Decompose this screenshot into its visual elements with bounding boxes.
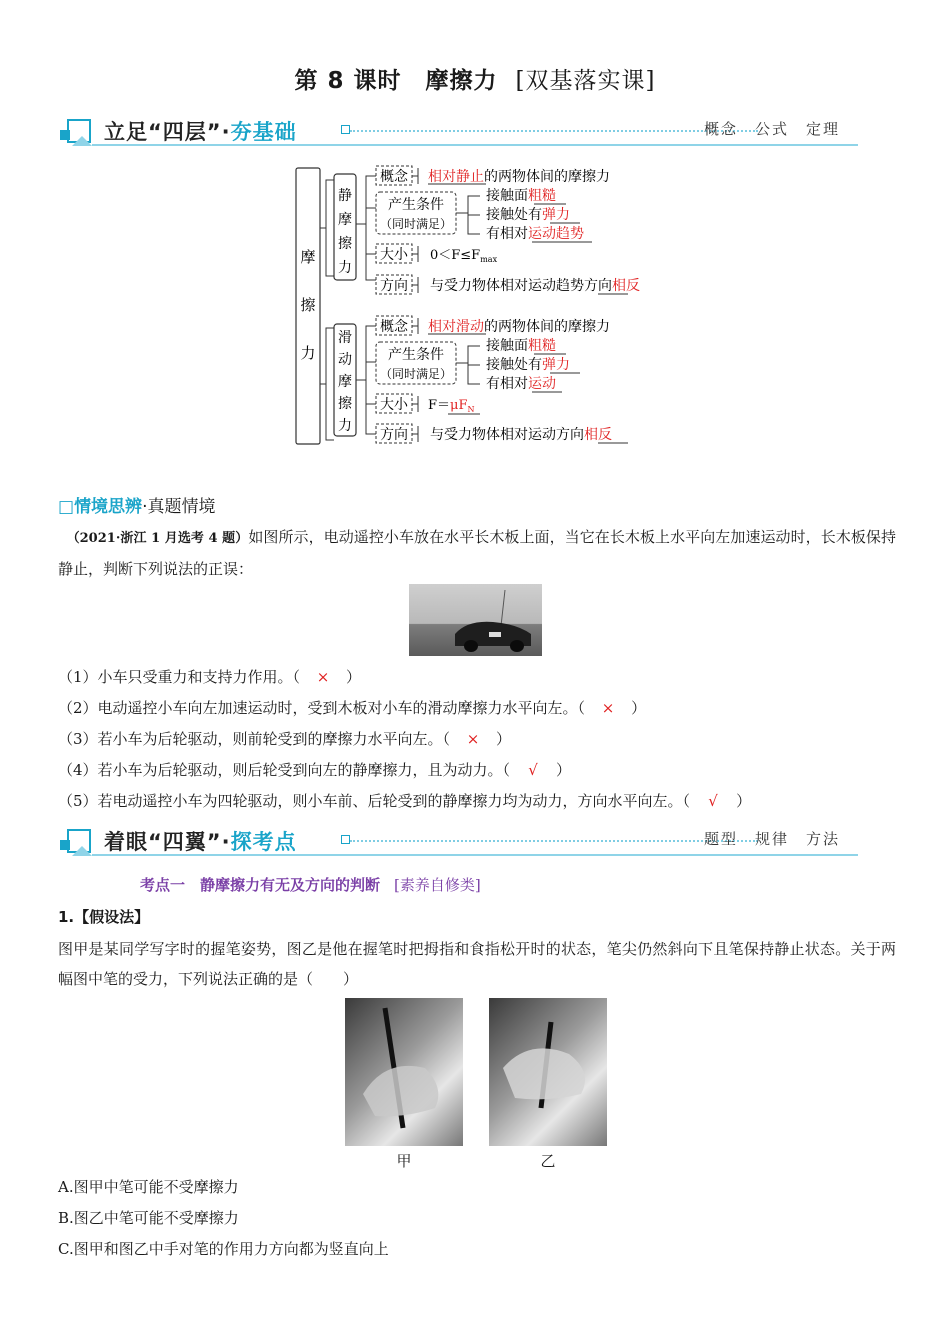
rc-car-photo bbox=[409, 584, 542, 656]
static-cond-2: 接触处有弹力 bbox=[486, 207, 570, 223]
sliding-cond-sub: （同时满足） bbox=[379, 367, 453, 381]
svg-text:静: 静 bbox=[338, 188, 352, 204]
banner-icon bbox=[58, 828, 94, 858]
sliding-cond-3: 有相对运动 bbox=[486, 376, 556, 392]
static-concept-hl: 相对静止 bbox=[428, 169, 484, 185]
banner-right-text: 题型 规律 方法 bbox=[703, 830, 840, 848]
option-b: B.图乙中笔可能不受摩擦力 bbox=[58, 1209, 239, 1227]
section-banner-basics bbox=[58, 114, 858, 150]
svg-text:滑: 滑 bbox=[338, 330, 352, 346]
static-concept-rest: 的两物体间的摩擦力 bbox=[484, 169, 610, 185]
judgement-item-3: （3）若小车为后轮驱动，则前轮受到的摩擦力水平向左。（ × ） bbox=[58, 730, 512, 748]
situation-intro bbox=[58, 522, 896, 584]
sliding-cond-1: 接触面粗糙 bbox=[486, 338, 556, 354]
static-cond-sub: （同时满足） bbox=[379, 217, 453, 231]
svg-text:擦: 擦 bbox=[338, 396, 352, 412]
banner-title-prefix: 立足“四层”· bbox=[104, 120, 231, 144]
sliding-dir-text: 与受力物体相对运动方向相反 bbox=[430, 427, 612, 443]
banner-square-icon bbox=[341, 125, 350, 134]
svg-text:力: 力 bbox=[338, 418, 352, 434]
svg-text:摩: 摩 bbox=[338, 212, 352, 228]
sliding-cond-label: 产生条件 bbox=[388, 347, 444, 363]
title-tag: [双基落实课] bbox=[515, 68, 656, 94]
caption-a: 甲 bbox=[396, 1152, 412, 1170]
option-a: A.图甲中笔可能不受摩擦力 bbox=[58, 1178, 239, 1196]
static-dir-text: 与受力物体相对运动趋势方向相反 bbox=[430, 278, 640, 294]
svg-text:动: 动 bbox=[338, 352, 352, 368]
situation-source: （2021·浙江 1 月选考 4 题） bbox=[73, 531, 249, 546]
static-cond-label: 产生条件 bbox=[388, 197, 444, 213]
judgement-mark-3: × bbox=[466, 730, 480, 748]
static-size-label: 大小 bbox=[380, 247, 408, 263]
sliding-concept-label: 概念 bbox=[380, 319, 408, 335]
judgement-mark-5: √ bbox=[708, 792, 718, 810]
static-cond-3: 有相对运动趋势 bbox=[486, 226, 584, 242]
section-banner-exam bbox=[58, 824, 858, 860]
question-1-label: 1.【假设法】 bbox=[58, 908, 150, 926]
root-char-3: 力 bbox=[300, 344, 316, 362]
banner-title bbox=[104, 826, 297, 856]
banner-icon bbox=[58, 118, 94, 148]
situation-intro-text: 如图所示，电动遥控小车放在水平长木板上面，当它在长木板上水平向左加速运动时，长木板保持静止，判断下列说法的正误： bbox=[58, 528, 896, 578]
root-char-2: 擦 bbox=[300, 296, 316, 314]
judgement-item-2: （2）电动遥控小车向左加速运动时，受到木板对小车的滑动摩擦力水平向左。（ × ） bbox=[58, 699, 647, 717]
situation-label bbox=[58, 492, 215, 517]
situation-label-hl: 情境思辨 bbox=[74, 497, 143, 517]
option-c: C.图甲和图乙中手对笔的作用力方向都为竖直向上 bbox=[58, 1240, 389, 1258]
pen-photo-a bbox=[345, 998, 463, 1146]
sliding-size-label: 大小 bbox=[380, 397, 408, 413]
sliding-dir-label: 方向 bbox=[380, 427, 408, 443]
title-text: 第 8 课时 摩擦力 bbox=[294, 68, 498, 94]
sliding-concept-text: 相对滑动的两物体间的摩擦力 bbox=[428, 319, 610, 335]
judgement-mark-2: × bbox=[601, 699, 615, 717]
banner-title bbox=[104, 116, 297, 146]
svg-text:擦: 擦 bbox=[338, 236, 352, 252]
static-size-formula: $0<F\le F_{max}$ bbox=[430, 248, 498, 264]
question-1-stem: 图甲是某同学写字时的握笔姿势，图乙是他在握笔时把拇指和食指松开时的状态，笔尖仍然斜向下且笔保持静止状态。关于两幅图中笔的受力，下列说法正确的是（ ） bbox=[58, 940, 896, 988]
kaodian-heading bbox=[140, 874, 481, 895]
root-char-1: 摩 bbox=[300, 248, 316, 266]
banner-title-accent: 夯基础 bbox=[230, 120, 297, 144]
static-concept-text bbox=[428, 168, 610, 185]
sliding-cond-2: 接触处有弹力 bbox=[486, 357, 570, 373]
situation-box-icon: □ bbox=[58, 497, 75, 517]
judgement-item-1: （1）小车只受重力和支持力作用。（ × ） bbox=[58, 668, 362, 686]
judgement-mark-4: √ bbox=[528, 761, 538, 779]
situation-label-rest: ·真题情境 bbox=[142, 497, 216, 517]
concept-map bbox=[290, 158, 670, 458]
sliding-size-formula: $F=\mu F_N$ bbox=[428, 398, 475, 414]
banner-right-text: 概念 公式 定理 bbox=[703, 120, 840, 138]
pen-photo-b bbox=[489, 998, 607, 1146]
banner-title-accent: 探考点 bbox=[230, 830, 297, 854]
judgement-item-5: （5）若电动遥控小车为四轮驱动，则小车前、后轮受到的静摩擦力均为动力，方向水平向左。（ √ ） bbox=[58, 792, 752, 810]
static-concept-label: 概念 bbox=[380, 169, 408, 185]
svg-text:摩: 摩 bbox=[338, 374, 352, 390]
banner-title-prefix: 着眼“四翼”· bbox=[104, 830, 231, 854]
banner-square-icon bbox=[341, 835, 350, 844]
banner-dotted-line bbox=[350, 130, 758, 132]
banner-underline bbox=[92, 854, 858, 856]
caption-b: 乙 bbox=[540, 1152, 556, 1170]
static-dir-label: 方向 bbox=[380, 278, 408, 294]
kaodian-title: 考点一 静摩擦力有无及方向的判断 bbox=[140, 876, 381, 894]
judgement-item-4: （4）若小车为后轮驱动，则后轮受到向左的静摩擦力，且为动力。（ √ ） bbox=[58, 761, 572, 779]
judgement-mark-1: × bbox=[316, 668, 330, 686]
kaodian-tag: [素养自修类] bbox=[394, 876, 481, 894]
banner-underline bbox=[92, 144, 858, 146]
static-cond-1: 接触面粗糙 bbox=[486, 188, 556, 204]
svg-text:力: 力 bbox=[338, 260, 352, 276]
page-title bbox=[0, 62, 950, 95]
banner-dotted-line bbox=[350, 840, 758, 842]
